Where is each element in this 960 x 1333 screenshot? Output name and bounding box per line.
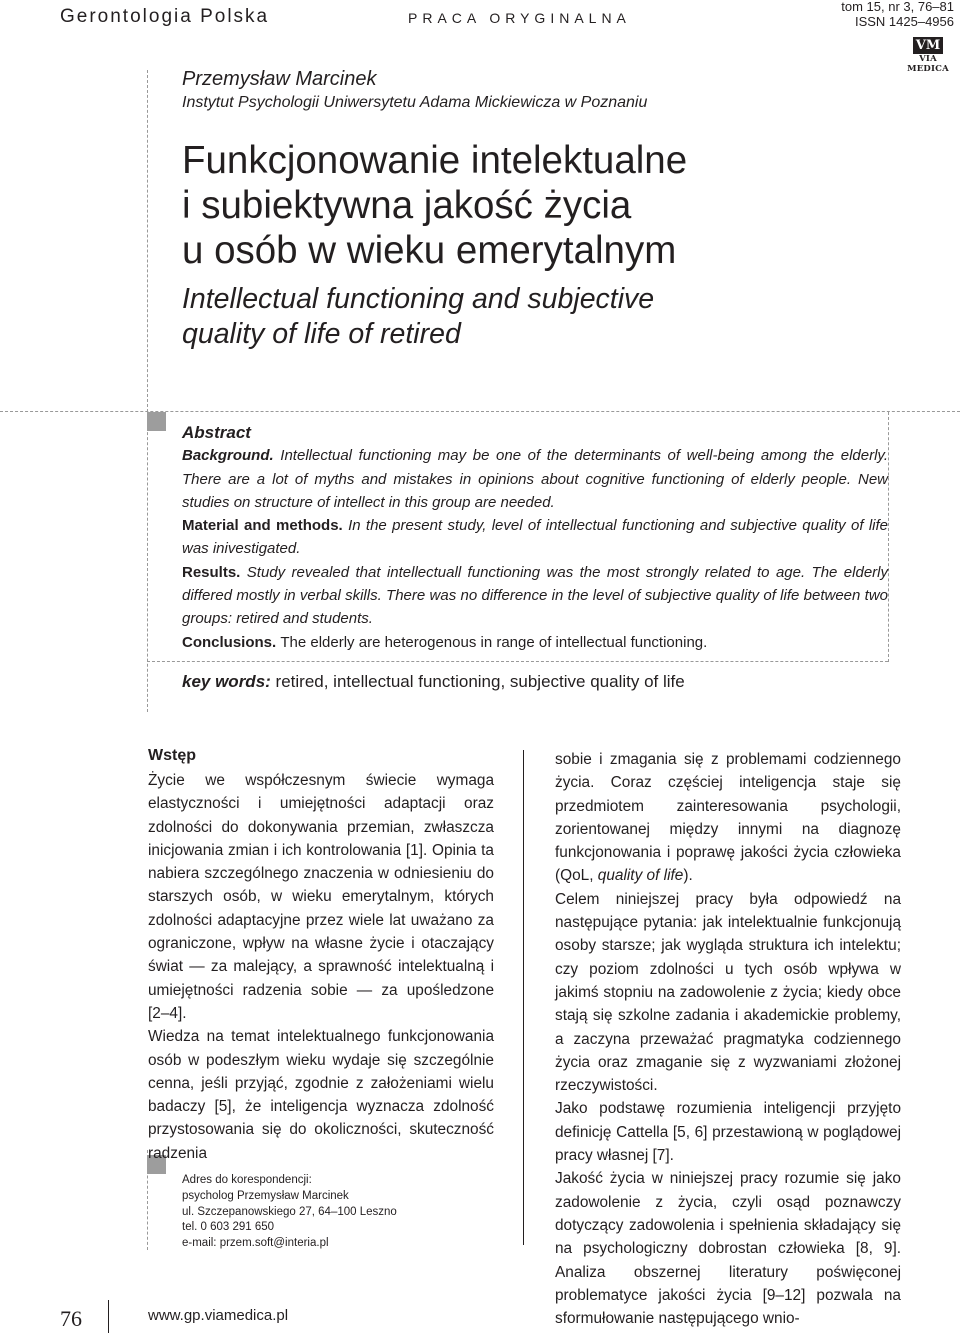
keywords (182, 672, 685, 692)
paragraph-text: sobie i zmagania się z problemami codziennego życia. Coraz częściej inteligencja staje się przedmiotem zainteresowania psychologii, zorientowanej między innymi na diagnozę funkcjonowania i poprawę jakości życia człowieka (QoL, (555, 751, 901, 885)
methods-text: In the present study, level of intellectual functioning and subjective quality of life was inivestigated. (182, 517, 888, 558)
correspondence-box (182, 1173, 397, 1252)
author-institution: Instytut Psychologii Uniwersytetu Adama Mickiewicza w Poznaniu (182, 94, 648, 111)
abstract-results (182, 561, 888, 631)
body-column-right (555, 748, 901, 1330)
title-line: Intellectual functioning and subjective (182, 283, 655, 315)
paragraph-text: ). (683, 867, 693, 885)
volume-line: tom 15, nr 3, 76–81 (841, 0, 954, 14)
journal-url[interactable]: www.gp.viamedica.pl (148, 1307, 289, 1324)
results-label: Results. (182, 563, 241, 581)
title-polish (182, 138, 687, 273)
keywords-text: retired, intellectual functioning, subjective quality of life (275, 672, 685, 691)
abstract-background (182, 444, 888, 514)
paper-type: PRACA ORYGINALNA (408, 10, 631, 26)
correspondence-line: ul. Szczepanowskiego 27, 64–100 Leszno (182, 1205, 397, 1218)
dashed-guide-abstract-bottom (147, 661, 888, 662)
keywords-label: key words: (182, 672, 271, 691)
author-name: Przemysław Marcinek (182, 68, 377, 90)
abstract (182, 421, 888, 654)
volume-info (841, 0, 954, 29)
abstract-conclusions (182, 631, 888, 654)
results-text: Study revealed that intellectuall functioning was the most strongly related to age. The elderly differed mostly in verbal skills. There was no difference in the level of subjective quality of life between two groups: retired and students. (182, 563, 888, 628)
publisher-logo-text: VIA MEDICA (907, 54, 949, 74)
background-label: Background. (182, 447, 274, 465)
methods-label: Material and methods. (182, 517, 343, 535)
paragraph: Życie we współczesnym świecie wymaga elastyczności i umiejętności adaptacji oraz zdolności do dokonywania przemian, zwłaszcza inicjowania zmian i ich kontrolowania [1]. Opinia ta nabiera szczególnego znaczenia w odniesieniu do starszych osób, w wieku emerytalnym, których zdolności adaptacyjne przez wiele lat uważano za ograniczone, wpływ na własne życie i otaczający świat — za malejący, a sprawność intelektualną i umiejętności radzenia sobie — za upośledzone [2–4]. (148, 772, 494, 1022)
publisher-logo-mark: VM (913, 37, 943, 54)
paragraph-italic: quality of life (597, 867, 684, 885)
conclusions-label: Conclusions. (182, 633, 277, 651)
journal-name: Gerontologia Polska (60, 6, 270, 27)
issn-line: ISSN 1425–4956 (854, 14, 954, 29)
correspondence-line: psycholog Przemysław Marcinek (182, 1189, 349, 1202)
paragraph (555, 748, 901, 888)
correspondence-line: Adres do korespondencji: (182, 1174, 312, 1186)
title-line: Funkcjonowanie intelektualne (182, 139, 688, 182)
publisher-logo (902, 36, 954, 74)
column-divider (523, 750, 524, 1245)
title-english (182, 282, 654, 352)
dashed-guide-abstract-top (0, 411, 960, 412)
title-line: i subiektywna jakość życia (182, 184, 632, 227)
paragraph: Jako podstawę rozumienia inteligencji przyjęto definicję Cattella [5, 6] przestawioną w poglądowej pracy własnej [7]. (555, 1100, 901, 1165)
page-number: 76 (60, 1306, 82, 1331)
conclusions-text: The elderly are heterogenous in range of intellectual functioning. (280, 633, 708, 651)
abstract-heading: Abstract (182, 423, 251, 442)
dashed-guide-abstract-right (888, 412, 889, 662)
title-line: quality of life of retired (182, 318, 461, 350)
correspondence-line: tel. 0 603 291 650 (182, 1221, 275, 1234)
paragraph: Celem niniejszej pracy była odpowiedź na następujące pytania: jak intelektualnie funkcjonują osoby starsze; jak wygląda struktura ich intelektu; czy poziom zdolności u tych osób wpływa w jakimś stopniu na zadowolenie z życia; kiedy obce stają się szkolne zadania i akademickie problemy, a zaczyna przeważać pragmatyka codziennego życia oraz zmaganie się z wyzwaniami złożonej rzeczywistości. (555, 890, 901, 1095)
background-text: Intellectual functioning may be one of the determinants of well-being among the elderly. There are a lot of myths and mistakes in opinions about cognitive functioning of elderly people. New studies on structure of intellect in this group are needed. (182, 447, 888, 511)
dashed-guide-left-top (147, 70, 148, 412)
paragraph: Jakość życia w niniejszej pracy rozumie się jako zadowolenie z życia, czyli osąd poznawczy dotyczący zadowolenia i spełnienia składający się na psychologiczny dobrostan człowieka [8, 9]. Analiza obszernej literatury poświęconej problematyce jakości życia [9–12] pozwala na sformułowanie następującego wnio- (555, 1170, 901, 1328)
paragraph: Wiedza na temat intelektualnego funkcjonowania osób w podeszłym wieku wydaje się szczególnie cenna, jeśli przyjąć, zgodnie z założeniami wielu badaczy [5], że inteligencja wyznacza zdolność przystosowania się do okoliczności, skuteczność radzenia (148, 1028, 494, 1162)
dashed-guide-abstract-left (147, 412, 148, 712)
body-column-left (148, 743, 494, 1165)
grey-square-marker (147, 412, 166, 431)
abstract-methods (182, 514, 888, 561)
correspondence-email[interactable]: e-mail: przem.soft@interia.pl (182, 1237, 329, 1250)
footer-divider (108, 1300, 109, 1333)
section-heading: Wstęp (148, 747, 196, 764)
title-line: u osób w wieku emerytalnym (182, 229, 677, 272)
